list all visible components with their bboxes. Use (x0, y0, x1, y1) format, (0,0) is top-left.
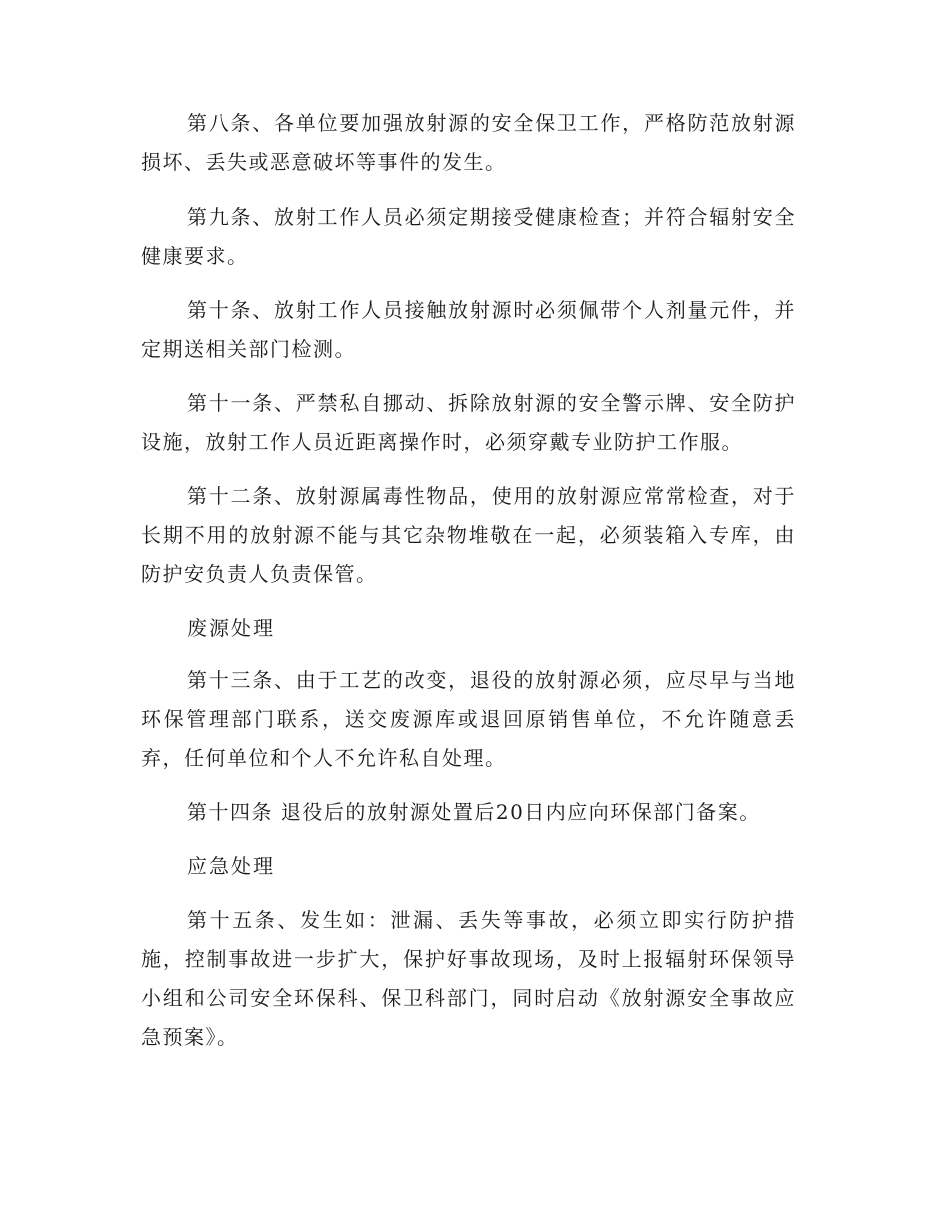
article-9-paragraph: 第九条、放射工作人员必须定期接受健康检查；并符合辐射安全健康要求。 (141, 205, 796, 268)
waste-source-heading: 废源处理 (187, 616, 275, 640)
article-8-paragraph: 第八条、各单位要加强放射源的安全保卫工作，严格防范放射源损坏、丢失或恶意破坏等事件的发生。 (141, 111, 796, 174)
article-10-paragraph: 第十条、放射工作人员接触放射源时必须佩带个人剂量元件，并定期送相关部门检测。 (141, 298, 796, 361)
emergency-heading: 应急处理 (187, 854, 275, 878)
article-15-paragraph: 第十五条、发生如：泄漏、丢失等事故，必须立即实行防护措施，控制事故进一步扩大，保护好事故现场，及时上报辐射环保领导小组和公司安全环保科、保卫科部门，同时启动《放射源安全事故应急预案》。 (141, 908, 796, 1049)
article-14-paragraph: 第十四条 退役后的放射源处置后20日内应向环保部门备案。 (187, 800, 761, 824)
article-12-paragraph: 第十二条、放射源属毒性物品，使用的放射源应常常检查，对于长期不用的放射源不能与其它杂物堆敬在一起，必须装箱入专库，由防护安负责人负责保管。 (141, 484, 796, 586)
article-13-paragraph: 第十三条、由于工艺的改变，退役的放射源必须，应尽早与当地环保管理部门联系，送交废源库或退回原销售单位，不允许随意丢弃，任何单位和个人不允许私自处理。 (141, 668, 796, 770)
document-page (141, 104, 796, 1057)
article-11-paragraph: 第十一条、严禁私自挪动、拆除放射源的安全警示牌、安全防护设施，放射工作人员近距离操作时，必须穿戴专业防护工作服。 (141, 391, 796, 454)
